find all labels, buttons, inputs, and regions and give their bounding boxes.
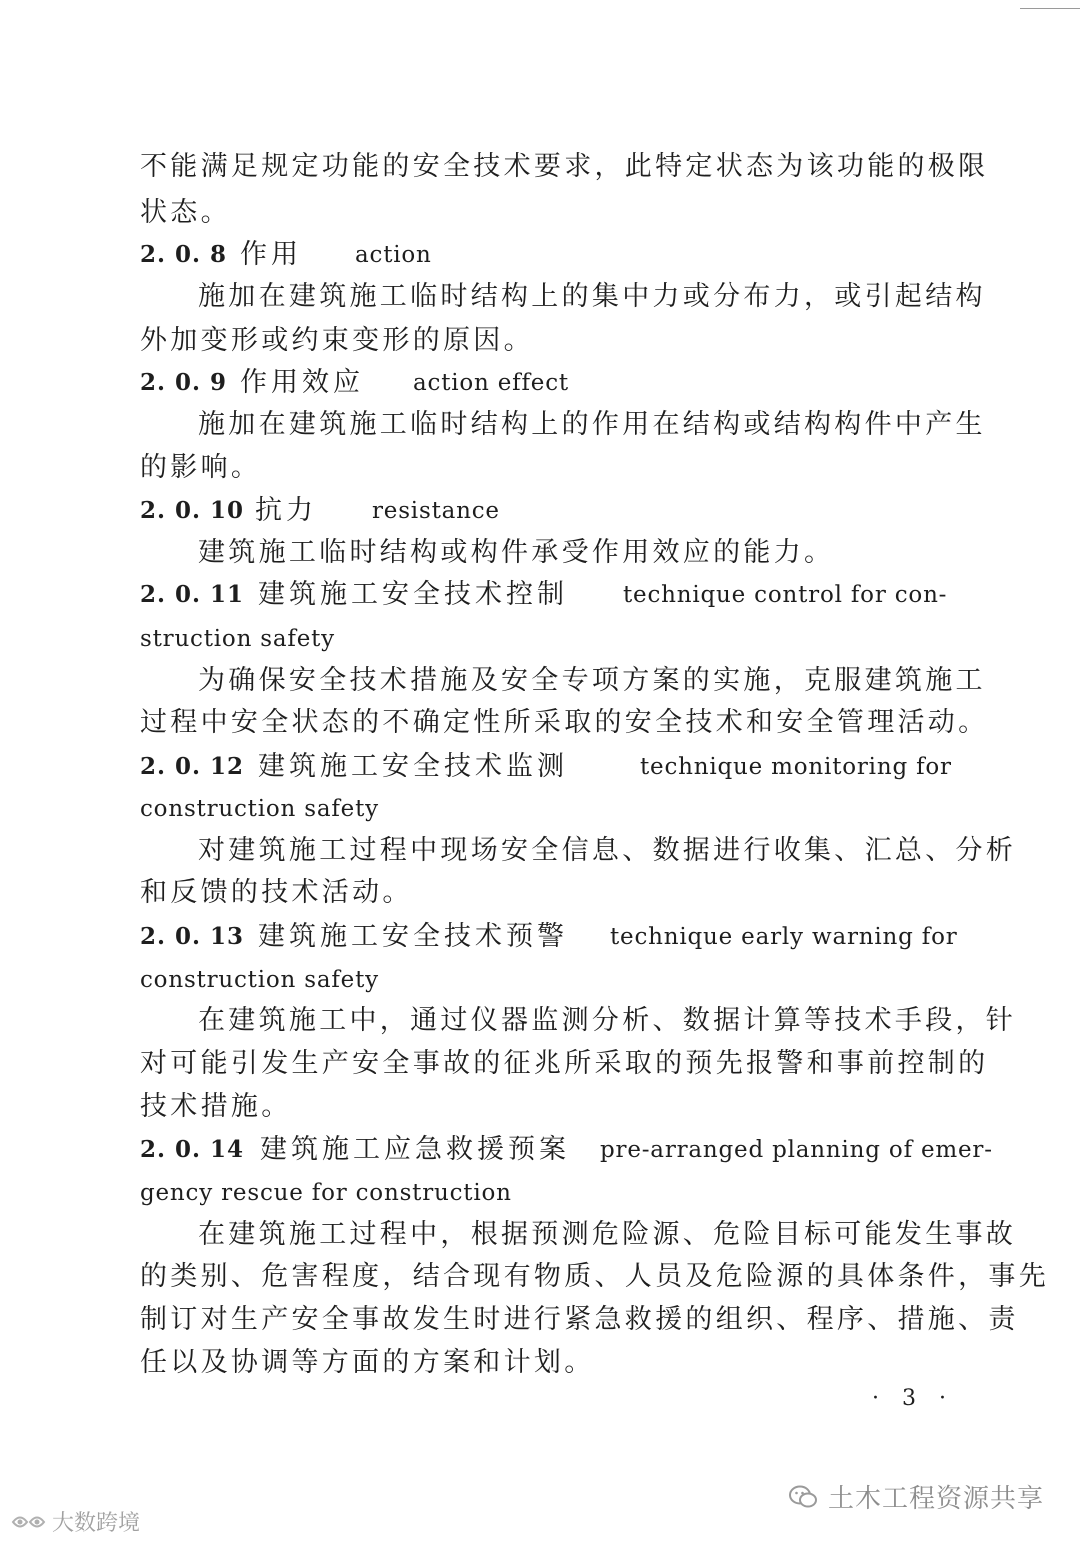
term-english-cont: construction safety [140,796,379,822]
definition-line: 外加变形或约束变形的原因。 [140,325,534,356]
definition-line: 制订对生产安全事故发生时进行紧急救援的组织、程序、措施、责 [140,1304,1019,1335]
page-number: · 3 · [872,1386,954,1411]
clause-number: 2. 0. 8 [140,241,228,268]
term-english: pre-arranged planning of emer- [600,1137,993,1163]
definition-line: 施加在建筑施工临时结构上的作用在结构或结构构件中产生 [198,409,986,440]
wechat-icon [788,1484,818,1510]
watermark-text: 大数跨境 [52,1511,141,1536]
term-english: technique monitoring for [640,754,952,780]
clause-number: 2. 0. 10 [140,497,245,524]
term-english: technique control for con- [623,582,948,608]
definition-line: 在建筑施工中，通过仪器监测分析、数据计算等技术手段，针 [198,1005,1017,1036]
definition-line: 的影响。 [140,452,262,483]
clause-number: 2. 0. 14 [140,1136,245,1163]
term-english-cont: gency rescue for construction [140,1180,512,1206]
text-line: 不能满足规定功能的安全技术要求，此特定状态为该功能的极限 [140,151,989,182]
term-english-cont: construction safety [140,967,379,993]
term-chinese: 抗力 [255,495,317,526]
term-chinese: 建筑施工安全技术控制 [258,579,568,610]
clause-number: 2. 0. 11 [140,581,245,608]
term-chinese: 作用效应 [240,367,364,398]
definition-line: 过程中安全状态的不确定性所采取的安全技术和安全管理活动。 [140,707,989,738]
definition-line: 施加在建筑施工临时结构上的集中力或分布力，或引起结构 [198,281,986,312]
clause-number: 2. 0. 13 [140,923,245,950]
term-english: resistance [372,498,500,524]
definition-line: 对可能引发生产安全事故的征兆所采取的预先报警和事前控制的 [140,1048,989,1079]
logo-icon [10,1511,48,1533]
definition-line: 的类别、危害程度，结合现有物质、人员及危险源的具体条件，事先 [140,1261,1049,1292]
corner-watermark [10,1506,140,1537]
term-chinese: 作用 [240,239,302,270]
text-line: 状态。 [140,197,231,228]
term-english-cont: struction safety [140,626,335,652]
term-chinese: 建筑施工安全技术预警 [258,921,568,952]
clause-number: 2. 0. 12 [140,753,245,780]
term-english: action effect [413,370,569,396]
term-english: technique early warning for [610,924,958,950]
definition-line: 建筑施工临时结构或构件承受作用效应的能力。 [198,537,835,568]
wechat-watermark [788,1478,1044,1515]
definition-line: 和反馈的技术活动。 [140,877,413,908]
term-chinese: 建筑施工安全技术监测 [258,751,568,782]
term-english: action [355,242,432,268]
definition-line: 技术措施。 [140,1091,292,1122]
corner-rule [1020,8,1080,9]
clause-number: 2. 0. 9 [140,369,228,396]
wechat-account-name: 土木工程资源共享 [827,1484,1044,1514]
definition-line: 对建筑施工过程中现场安全信息、数据进行收集、汇总、分析 [198,835,1017,866]
definition-line: 为确保安全技术措施及安全专项方案的实施，克服建筑施工 [198,665,986,696]
definition-line: 在建筑施工过程中，根据预测危险源、危险目标可能发生事故 [198,1219,1017,1250]
term-chinese: 建筑施工应急救援预案 [260,1134,570,1165]
definition-line: 任以及协调等方面的方案和计划。 [140,1347,595,1378]
